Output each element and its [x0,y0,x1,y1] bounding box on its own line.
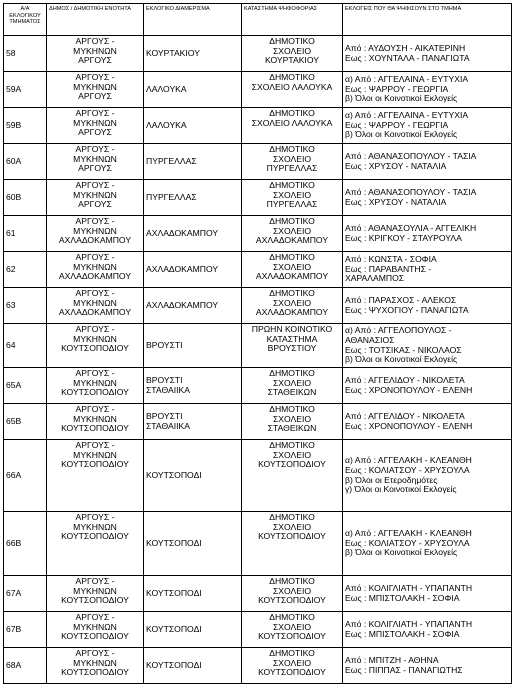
voters-line: α) Από : ΑΓΓΕΛΑΙΝΑ - ΕΥΤΥΧΙΑ [345,110,469,121]
municipality-line: ΑΡΓΟΥΣ [78,163,112,174]
voters-line: β) Όλοι οι Κοινοτικοί Εκλογείς [345,547,458,558]
municipality-line: ΚΟΥΤΣΟΠΟΔΙΟΥ [61,667,129,678]
voters-line: Από : ΑΘΑΝΑΣΟΥΛΙΑ - ΑΓΓΕΛΙΚΗ [345,222,477,233]
polling-station-cell [242,288,343,324]
polling-station-line: ΔΗΜΟΤΙΚΟ [269,440,315,450]
voters-line: γ) Όλοι οι Κοινοτικοί Εκλογείς [345,484,457,495]
district-cell [144,216,242,252]
polling-station-cell [242,144,343,180]
section-id: 63 [6,299,16,310]
voters-line: Εως : ΨΑΡΡΟΥ - ΓΕΩΡΓΙΑ [345,83,449,94]
municipality-line: ΜΥΚΗΝΩΝ [73,117,117,128]
municipality-line: ΑΡΓΟΥΣ [78,199,112,210]
section-id-cell [4,440,47,512]
municipality-line: ΜΥΚΗΝΩΝ [73,413,117,424]
polling-station-line: ΔΗΜΟΤΙΚΟ [269,180,315,190]
municipality-line: ΚΟΥΤΣΟΠΟΔΙΟΥ [61,531,129,542]
section-id: 62 [6,263,16,274]
district-cell [144,108,242,144]
polling-station-line: ΔΗΜΟΤΙΚΟ [269,648,315,658]
polling-station-line: ΣΧΟΛΕΙΟ [272,413,312,424]
section-id-cell [4,288,47,324]
municipality-line: ΜΥΚΗΝΩΝ [73,377,117,388]
voters-line: Από : ΚΟΛΙΓΛΙΑΤΗ - ΥΠΑΠΑΝΤΗ [345,582,473,593]
polling-station-cell [242,612,343,648]
district-cell [144,288,242,324]
section-id: 66Β [6,537,22,548]
municipality-line: ΑΡΓΟΥΣ [78,127,112,138]
voters-line: α) Από : ΑΓΓΕΛΟΠΟΥΛΟΣ - [345,325,452,336]
voters-line: Από : ΚΩΝΣΤΑ - ΣΟΦΙΑ [345,254,437,265]
polling-station-line: ΣΧΟΛΕΙΟ [272,657,312,668]
municipality-line: ΚΟΥΤΣΟΠΟΔΙΟΥ [61,343,129,354]
voters-line: β) Όλοι οι Κοινοτικοί Εκλογείς [345,129,458,140]
voters-line: Από : ΑΓΓΕΛΙΔΟΥ - ΝΙΚΟΛΕΤΑ [345,374,465,385]
voters-line: Εως : ΚΟΛΙΑΤΣΟΥ - ΧΡΥΣΟΥΛΑ [345,464,470,475]
district-cell [144,36,242,72]
district-line: ΚΟΥΤΣΟΠΟΔΙ [146,623,202,634]
district-line: ΚΟΥΤΣΟΠΟΔΙ [146,659,202,670]
table-row [4,252,512,288]
voters-line: ΧΑΡΑΛΑΜΠΟΣ [345,273,405,284]
table-row [4,612,512,648]
voters-cell [343,144,512,180]
polling-station-line: ΔΗΜΟΤΙΚΟ [269,108,315,118]
voters-line: Εως : ΚΟΛΙΑΤΣΟΥ - ΧΡΥΣΟΥΛΑ [345,537,470,548]
section-id-cell [4,576,47,612]
polling-station-cell [242,368,343,404]
polling-station-line: ΣΧΟΛΕΙΟ [272,261,312,272]
municipality-line: ΚΟΥΤΣΟΠΟΔΙΟΥ [61,423,129,434]
municipality-line: ΑΡΓΟΥΣ - [75,368,115,378]
section-id-cell [4,324,47,368]
polling-station-cell [242,648,343,684]
municipality-line: ΜΥΚΗΝΩΝ [73,261,117,272]
municipality-line: ΜΥΚΗΝΩΝ [73,585,117,596]
polling-station-line: ΚΟΥΤΣΟΠΟΔΙΟΥ [258,459,326,470]
municipality-line: ΑΡΓΟΥΣ - [75,512,115,522]
district-line: ΒΡΟΥΣΤΙ [146,339,183,350]
municipality-line: ΜΥΚΗΝΩΝ [73,189,117,200]
municipality-cell [47,108,144,144]
polling-station-line: ΔΗΜΟΤΙΚΟ [269,252,315,262]
section-id-cell [4,72,47,108]
table-row [4,576,512,612]
district-cell [144,612,242,648]
district-line: ΠΥΡΓΕΛΛΑΣ [146,191,197,202]
section-id-cell [4,180,47,216]
polling-station-line: ΣΧΟΛΕΙΟ [272,45,312,56]
polling-station-line: ΣΧΟΛΕΙΟ ΛΑΛΟΥΚΑ [251,117,333,128]
section-id-cell [4,404,47,440]
table-row [4,72,512,108]
district-line: ΚΟΥΤΣΟΠΟΔΙ [146,469,202,480]
polling-station-line: ΣΤΑΘΕΙΚΩΝ [267,387,317,398]
municipality-line: ΚΟΥΤΣΟΠΟΔΙΟΥ [61,595,129,606]
municipality-line: ΑΡΓΟΥΣ - [75,440,115,450]
polling-station-line: ΣΧΟΛΕΙΟ [272,521,312,532]
voters-line: Από : ΜΠΙΤΖΗ - ΑΘΗΝΑ [345,654,439,665]
district-cell [144,144,242,180]
voters-cell [343,404,512,440]
section-id-cell [4,368,47,404]
section-id: 59Β [6,119,22,130]
municipality-line: ΚΟΥΤΣΟΠΟΔΙΟΥ [61,631,129,642]
municipality-cell [47,368,144,404]
voters-line: Εως : ΠΙΠΠΑΣ - ΠΑΝΑΓΙΩΤΗΣ [345,664,463,675]
voters-line: β) Όλοι οι Ετεροδημότες [345,474,438,485]
voters-line: β) Όλοι οι Κοινοτικοί Εκλογείς [345,93,458,104]
polling-station-line: ΔΗΜΟΤΙΚΟ [269,36,315,46]
polling-station-line: ΔΗΜΟΤΙΚΟ [269,512,315,522]
section-id-cell [4,216,47,252]
header-katastima: ΚΑΤΑΣΤΗΜΑ ΨΗΦΟΦΟΡΙΑΣ [242,4,343,36]
polling-station-line: ΔΗΜΟΤΙΚΟ [269,216,315,226]
district-cell [144,404,242,440]
polling-station-line: ΣΧΟΛΕΙΟ [272,585,312,596]
voters-cell [343,440,512,512]
district-line: ΒΡΟΥΣΤΙ [146,374,183,385]
table-row [4,368,512,404]
voters-line: Εως : ΧΡΥΣΟΥ - ΝΑΤΑΛΙΑ [345,160,447,171]
voters-cell [343,612,512,648]
municipality-cell [47,440,144,512]
voters-line: Εως : ΤΟΤΣΙΚΑΣ - ΝΙΚΟΛΑΟΣ [345,344,462,355]
table-row [4,288,512,324]
municipality-line: ΑΡΓΟΥΣ - [75,648,115,658]
municipality-line: ΑΡΓΟΥΣ - [75,108,115,118]
voters-line: Εως : ΨΥΧΟΓΙΟΥ - ΠΑΝΑΓΙΩΤΑ [345,304,469,315]
district-line: ΑΧΛΑΔΟΚΑΜΠΟΥ [146,299,219,310]
polling-station-line: ΚΑΤΑΣΤΗΜΑ [266,333,318,344]
municipality-cell [47,36,144,72]
section-id-cell [4,144,47,180]
polling-station-line: ΚΟΥΤΣΟΠΟΔΙΟΥ [258,631,326,642]
polling-station-line: ΔΗΜΟΤΙΚΟ [269,288,315,298]
municipality-cell [47,252,144,288]
polling-station-line: ΚΟΥΤΣΟΠΟΔΙΟΥ [258,595,326,606]
table-row [4,216,512,252]
district-line: ΒΡΟΥΣΤΙ [146,410,183,421]
municipality-line: ΑΡΓΟΥΣ - [75,180,115,190]
municipality-cell [47,404,144,440]
voters-line: α) Από : ΑΓΓΕΛΑΙΝΑ - ΕΥΤΥΧΙΑ [345,74,469,85]
voters-line: β) Όλοι οι Κοινοτικοί Εκλογείς [345,354,458,365]
municipality-cell [47,324,144,368]
section-id-cell [4,512,47,576]
section-id: 58 [6,47,16,58]
header-aa: Α/Α ΕΚΛΟΓΙΚΟΥ ΤΜΗΜΑΤΟΣ [4,4,47,36]
district-line: ΚΟΥΤΣΟΠΟΔΙ [146,537,202,548]
voters-line: Από : ΑΘΑΝΑΣΟΠΟΥΛΟΥ - ΤΑΣΙΑ [345,186,477,197]
polling-station-line: ΠΥΡΓΕΛΛΑΣ [266,163,318,174]
municipality-line: ΑΧΛΑΔΟΚΑΜΠΟΥ [58,307,132,318]
district-line: ΣΤΑΘΑΙΙΚΑ [146,420,190,431]
municipality-cell [47,576,144,612]
polling-station-cell [242,252,343,288]
section-id: 65Β [6,415,22,426]
voters-line: Εως : ΧΟΥΝΤΑΛΑ - ΠΑΝΑΓΙΩΤΑ [345,52,470,63]
polling-station-line: ΣΧΟΛΕΙΟ [272,297,312,308]
municipality-line: ΑΡΓΟΥΣ [78,55,112,66]
polling-station-cell [242,216,343,252]
district-cell [144,576,242,612]
section-id-cell [4,252,47,288]
municipality-line: ΑΡΓΟΥΣ - [75,72,115,82]
voters-line: Από : ΚΟΛΙΓΛΙΑΤΗ - ΥΠΑΠΑΝΤΗ [345,618,473,629]
voters-cell [343,576,512,612]
municipality-cell [47,648,144,684]
table-row [4,440,512,512]
section-id: 60Β [6,191,22,202]
municipality-cell [47,72,144,108]
section-id-cell [4,36,47,72]
polling-station-line: ΑΧΛΑΔΟΚΑΜΠΟΥ [255,235,329,246]
table-row [4,404,512,440]
municipality-line: ΚΟΥΤΣΟΠΟΔΙΟΥ [61,387,129,398]
municipality-line: ΜΥΚΗΝΩΝ [73,81,117,92]
section-id: 65Α [6,379,22,390]
voters-cell [343,648,512,684]
district-cell [144,512,242,576]
district-line: ΑΧΛΑΔΟΚΑΜΠΟΥ [146,263,219,274]
voters-cell [343,288,512,324]
polling-station-cell [242,108,343,144]
voters-line: Εως : ΚΡΙΓΚΟΥ - ΣΤΑΥΡΟΥΛΑ [345,232,462,243]
polling-sections-table [3,3,512,684]
municipality-line: ΑΡΓΟΥΣ - [75,36,115,46]
polling-station-line: ΚΟΥΡΤΑΚΙΟΥ [265,55,319,66]
municipality-line: ΜΥΚΗΝΩΝ [73,45,117,56]
header-diamerisma: ΕΚΛΟΓΙΚΟ ΔΙΑΜΕΡΙΣΜΑ [144,4,242,36]
section-id-cell [4,612,47,648]
district-cell [144,368,242,404]
municipality-line: ΑΡΓΟΥΣ - [75,216,115,226]
voters-line: Εως : ΨΑΡΡΟΥ - ΓΕΩΡΓΙΑ [345,119,449,130]
polling-station-line: ΣΧΟΛΕΙΟ [272,225,312,236]
voters-line: Εως : ΧΡΟΝΟΠΟΥΛΟΥ - ΕΛΕΝΗ [345,420,473,431]
municipality-cell [47,144,144,180]
municipality-line: ΑΡΓΟΥΣ - [75,144,115,154]
municipality-line: ΑΡΓΟΥΣ - [75,324,115,334]
voters-cell [343,108,512,144]
municipality-cell [47,512,144,576]
voters-cell [343,252,512,288]
municipality-cell [47,216,144,252]
municipality-cell [47,180,144,216]
polling-station-cell [242,440,343,512]
municipality-line: ΑΧΛΑΔΟΚΑΜΠΟΥ [58,235,132,246]
municipality-line: ΑΡΓΟΥΣ - [75,404,115,414]
district-cell [144,324,242,368]
section-id: 59Α [6,83,22,94]
polling-station-cell [242,180,343,216]
municipality-line: ΑΡΓΟΥΣ [78,91,112,102]
header-dimos: ΔΗΜΟΣ / ΔΗΜΟΤΙΚΗ ΕΝΟΤΗΤΑ [47,4,144,36]
voters-line: α) Από : ΑΓΓΕΛΑΚΗ - ΚΛΕΑΝΘΗ [345,455,472,466]
municipality-line: ΜΥΚΗΝΩΝ [73,153,117,164]
table-row [4,144,512,180]
voters-line: ΑΘΑΝΑΣΙΟΣ [345,334,395,345]
polling-station-line: ΣΧΟΛΕΙΟ [272,189,312,200]
section-id: 64 [6,339,16,350]
table-row [4,324,512,368]
voters-line: Από : ΑΥΔΟΥΣΗ - ΑΙΚΑΤΕΡΙΝΗ [345,42,466,53]
district-cell [144,72,242,108]
polling-station-line: ΣΧΟΛΕΙΟ ΛΑΛΟΥΚΑ [251,81,333,92]
municipality-line: ΑΡΓΟΥΣ - [75,576,115,586]
polling-station-line: ΣΤΑΘΕΙΚΩΝ [267,423,317,434]
district-cell [144,648,242,684]
municipality-line: ΜΥΚΗΝΩΝ [73,621,117,632]
table-body [4,36,512,684]
header-row [4,4,512,36]
polling-station-line: ΑΧΛΑΔΟΚΑΜΠΟΥ [255,271,329,282]
section-id: 61 [6,227,16,238]
voters-cell [343,72,512,108]
voters-line: Εως : ΜΠΙΣΤΟΛΑΚΗ - ΣΟΦΙΑ [345,592,460,603]
voters-cell [343,216,512,252]
municipality-line: ΑΡΓΟΥΣ - [75,288,115,298]
voters-cell [343,324,512,368]
polling-station-line: ΣΧΟΛΕΙΟ [272,621,312,632]
polling-station-cell [242,512,343,576]
table-row [4,36,512,72]
voters-line: Εως : ΜΠΙΣΤΟΛΑΚΗ - ΣΟΦΙΑ [345,628,460,639]
voters-line: Από : ΑΘΑΝΑΣΟΠΟΥΛΟΥ - ΤΑΣΙΑ [345,150,477,161]
municipality-line: ΚΟΥΤΣΟΠΟΔΙΟΥ [61,459,129,470]
district-line: ΛΑΛΟΥΚΑ [146,119,187,130]
polling-station-line: ΠΡΩΗΝ ΚΟΙΝΟΤΙΚΟ [251,324,333,334]
table-row [4,648,512,684]
municipality-line: ΑΧΛΑΔΟΚΑΜΠΟΥ [58,271,132,282]
polling-station-line: ΑΧΛΑΔΟΚΑΜΠΟΥ [255,307,329,318]
polling-station-line: ΠΥΡΓΕΛΛΑΣ [266,199,318,210]
polling-station-line: ΣΧΟΛΕΙΟ [272,449,312,460]
voters-cell [343,180,512,216]
polling-station-cell [242,404,343,440]
municipality-line: ΜΥΚΗΝΩΝ [73,333,117,344]
municipality-line: ΑΡΓΟΥΣ - [75,252,115,262]
polling-station-line: ΣΧΟΛΕΙΟ [272,153,312,164]
district-line: ΛΑΛΟΥΚΑ [146,83,187,94]
table-row [4,512,512,576]
voters-line: Εως : ΧΡΥΣΟΥ - ΝΑΤΑΛΙΑ [345,196,447,207]
polling-station-line: ΚΟΥΤΣΟΠΟΔΙΟΥ [258,531,326,542]
voters-line: Από : ΠΑΡΑΣΧΟΣ - ΑΛΕΚΟΣ [345,294,457,305]
polling-station-line: ΔΗΜΟΤΙΚΟ [269,144,315,154]
polling-station-line: ΔΗΜΟΤΙΚΟ [269,368,315,378]
section-id: 67Α [6,587,22,598]
polling-station-cell [242,576,343,612]
polling-station-cell [242,324,343,368]
voters-cell [343,512,512,576]
polling-station-line: ΔΗΜΟΤΙΚΟ [269,404,315,414]
municipality-cell [47,612,144,648]
polling-station-line: ΚΟΥΤΣΟΠΟΔΙΟΥ [258,667,326,678]
section-id: 66Α [6,469,22,480]
municipality-line: ΜΥΚΗΝΩΝ [73,225,117,236]
voters-line: α) Από : ΑΓΓΕΛΑΚΗ - ΚΛΕΑΝΘΗ [345,528,472,539]
polling-station-cell [242,36,343,72]
municipality-line: ΑΡΓΟΥΣ - [75,612,115,622]
municipality-cell [47,288,144,324]
voters-cell [343,368,512,404]
voters-cell [343,36,512,72]
municipality-line: ΜΥΚΗΝΩΝ [73,297,117,308]
district-cell [144,180,242,216]
voters-line: Εως : ΠΑΡΑΒΑΝΤΗΣ - [345,263,432,274]
section-id: 60Α [6,155,22,166]
voters-line: Από : ΑΓΓΕΛΙΔΟΥ - ΝΙΚΟΛΕΤΑ [345,410,465,421]
header-ekloges: ΕΚΛΟΓΕΙΣ ΠΟΥ ΘΑ ΨΗΦΙΣΟΥΝ ΣΤΟ ΤΜΗΜΑ [343,4,512,36]
district-line: ΑΧΛΑΔΟΚΑΜΠΟΥ [146,227,219,238]
section-id-cell [4,648,47,684]
municipality-line: ΜΥΚΗΝΩΝ [73,449,117,460]
polling-station-line: ΔΗΜΟΤΙΚΟ [269,612,315,622]
district-line: ΚΟΥΡΤΑΚΙΟΥ [146,47,200,58]
table-row [4,180,512,216]
district-cell [144,252,242,288]
district-line: ΚΟΥΤΣΟΠΟΔΙ [146,587,202,598]
polling-station-line: ΔΗΜΟΤΙΚΟ [269,576,315,586]
section-id-cell [4,108,47,144]
district-line: ΠΥΡΓΕΛΛΑΣ [146,155,197,166]
district-cell [144,440,242,512]
municipality-line: ΜΥΚΗΝΩΝ [73,521,117,532]
polling-station-line: ΣΧΟΛΕΙΟ [272,377,312,388]
municipality-line: ΜΥΚΗΝΩΝ [73,657,117,668]
voters-line: Εως : ΧΡΟΝΟΠΟΥΛΟΥ - ΕΛΕΝΗ [345,384,473,395]
section-id: 68Α [6,659,22,670]
polling-station-cell [242,72,343,108]
section-id: 67Β [6,623,22,634]
polling-station-line: ΔΗΜΟΤΙΚΟ [269,72,315,82]
polling-station-line: ΒΡΟΥΣΤΙΟΥ [267,343,317,354]
district-line: ΣΤΑΘΑΙΙΚΑ [146,384,190,395]
table-row [4,108,512,144]
